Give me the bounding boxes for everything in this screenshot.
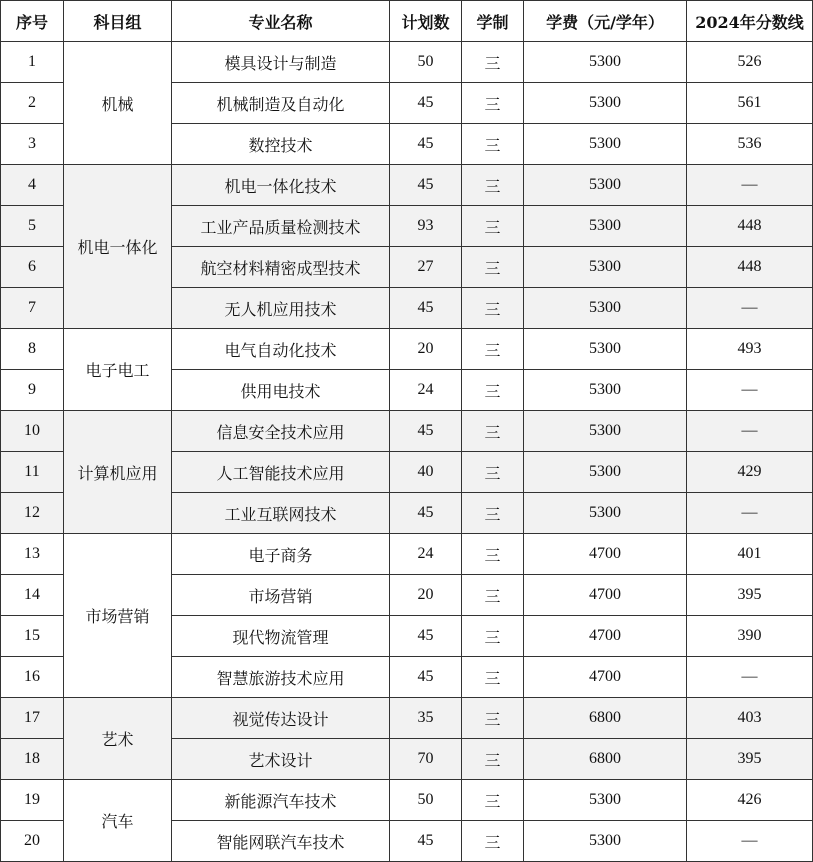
cell-fee: 4700 bbox=[524, 616, 687, 657]
cell-no: 4 bbox=[1, 165, 64, 206]
cell-plan: 45 bbox=[390, 288, 462, 329]
cell-no: 7 bbox=[1, 288, 64, 329]
table-row bbox=[1, 698, 813, 739]
cell-fee: 5300 bbox=[524, 247, 687, 288]
cell-plan: 45 bbox=[390, 165, 462, 206]
cell-score: — bbox=[687, 288, 813, 329]
cell-score: 429 bbox=[687, 452, 813, 493]
cell-plan: 40 bbox=[390, 452, 462, 493]
cell-group: 计算机应用 bbox=[64, 411, 172, 534]
header-group: 科目组 bbox=[64, 1, 172, 42]
cell-score: — bbox=[687, 165, 813, 206]
cell-plan: 24 bbox=[390, 370, 462, 411]
cell-plan: 45 bbox=[390, 821, 462, 862]
cell-score: 403 bbox=[687, 698, 813, 739]
cell-years: 三 bbox=[462, 575, 524, 616]
cell-major: 机械制造及自动化 bbox=[172, 83, 390, 124]
cell-major: 电子商务 bbox=[172, 534, 390, 575]
cell-group: 机电一体化 bbox=[64, 165, 172, 329]
cell-years: 三 bbox=[462, 739, 524, 780]
cell-years: 三 bbox=[462, 165, 524, 206]
cell-no: 11 bbox=[1, 452, 64, 493]
cell-no: 17 bbox=[1, 698, 64, 739]
cell-score: 395 bbox=[687, 575, 813, 616]
cell-fee: 4700 bbox=[524, 575, 687, 616]
table-row bbox=[1, 42, 813, 83]
cell-group: 市场营销 bbox=[64, 534, 172, 698]
cell-major: 航空材料精密成型技术 bbox=[172, 247, 390, 288]
cell-years: 三 bbox=[462, 247, 524, 288]
cell-years: 三 bbox=[462, 411, 524, 452]
cell-fee: 5300 bbox=[524, 206, 687, 247]
cell-plan: 27 bbox=[390, 247, 462, 288]
cell-group: 电子电工 bbox=[64, 329, 172, 411]
cell-group: 艺术 bbox=[64, 698, 172, 780]
cell-fee: 5300 bbox=[524, 411, 687, 452]
cell-score: 526 bbox=[687, 42, 813, 83]
cell-major: 无人机应用技术 bbox=[172, 288, 390, 329]
table-row bbox=[1, 329, 813, 370]
cell-major: 视觉传达设计 bbox=[172, 698, 390, 739]
cell-plan: 93 bbox=[390, 206, 462, 247]
cell-score: — bbox=[687, 821, 813, 862]
cell-score: 561 bbox=[687, 83, 813, 124]
cell-score: 390 bbox=[687, 616, 813, 657]
cell-no: 5 bbox=[1, 206, 64, 247]
cell-years: 三 bbox=[462, 534, 524, 575]
cell-major: 工业产品质量检测技术 bbox=[172, 206, 390, 247]
table-row bbox=[1, 534, 813, 575]
cell-no: 2 bbox=[1, 83, 64, 124]
cell-years: 三 bbox=[462, 83, 524, 124]
cell-major: 机电一体化技术 bbox=[172, 165, 390, 206]
cell-major: 模具设计与制造 bbox=[172, 42, 390, 83]
cell-score: 395 bbox=[687, 739, 813, 780]
cell-no: 9 bbox=[1, 370, 64, 411]
cell-years: 三 bbox=[462, 657, 524, 698]
cell-years: 三 bbox=[462, 329, 524, 370]
cell-no: 20 bbox=[1, 821, 64, 862]
cell-fee: 5300 bbox=[524, 452, 687, 493]
cell-no: 8 bbox=[1, 329, 64, 370]
cell-plan: 45 bbox=[390, 411, 462, 452]
cell-years: 三 bbox=[462, 206, 524, 247]
cell-major: 电气自动化技术 bbox=[172, 329, 390, 370]
cell-fee: 5300 bbox=[524, 329, 687, 370]
cell-major: 供用电技术 bbox=[172, 370, 390, 411]
cell-years: 三 bbox=[462, 42, 524, 83]
cell-major: 新能源汽车技术 bbox=[172, 780, 390, 821]
cell-major: 市场营销 bbox=[172, 575, 390, 616]
cell-fee: 5300 bbox=[524, 42, 687, 83]
cell-major: 智能网联汽车技术 bbox=[172, 821, 390, 862]
cell-fee: 5300 bbox=[524, 83, 687, 124]
header-major: 专业名称 bbox=[172, 1, 390, 42]
cell-major: 数控技术 bbox=[172, 124, 390, 165]
cell-plan: 70 bbox=[390, 739, 462, 780]
cell-no: 14 bbox=[1, 575, 64, 616]
cell-plan: 50 bbox=[390, 780, 462, 821]
header-no: 序号 bbox=[1, 1, 64, 42]
cell-plan: 45 bbox=[390, 124, 462, 165]
cell-major: 信息安全技术应用 bbox=[172, 411, 390, 452]
table-row bbox=[1, 411, 813, 452]
cell-years: 三 bbox=[462, 370, 524, 411]
cell-group: 机械 bbox=[64, 42, 172, 165]
cell-score: 493 bbox=[687, 329, 813, 370]
cell-years: 三 bbox=[462, 698, 524, 739]
cell-plan: 45 bbox=[390, 83, 462, 124]
cell-major: 现代物流管理 bbox=[172, 616, 390, 657]
cell-years: 三 bbox=[462, 780, 524, 821]
cell-score: — bbox=[687, 411, 813, 452]
cell-plan: 24 bbox=[390, 534, 462, 575]
header-row bbox=[1, 1, 813, 42]
cell-plan: 20 bbox=[390, 575, 462, 616]
cell-fee: 5300 bbox=[524, 165, 687, 206]
cell-fee: 6800 bbox=[524, 698, 687, 739]
cell-fee: 4700 bbox=[524, 657, 687, 698]
cell-no: 18 bbox=[1, 739, 64, 780]
cell-fee: 6800 bbox=[524, 739, 687, 780]
cell-years: 三 bbox=[462, 493, 524, 534]
cell-fee: 5300 bbox=[524, 821, 687, 862]
cell-major: 工业互联网技术 bbox=[172, 493, 390, 534]
cell-no: 15 bbox=[1, 616, 64, 657]
cell-plan: 45 bbox=[390, 657, 462, 698]
cell-fee: 5300 bbox=[524, 780, 687, 821]
cell-score: — bbox=[687, 657, 813, 698]
cell-years: 三 bbox=[462, 452, 524, 493]
cell-no: 12 bbox=[1, 493, 64, 534]
cell-no: 19 bbox=[1, 780, 64, 821]
cell-no: 13 bbox=[1, 534, 64, 575]
table-body bbox=[1, 42, 813, 862]
cell-years: 三 bbox=[462, 124, 524, 165]
cell-score: 448 bbox=[687, 247, 813, 288]
table-row bbox=[1, 780, 813, 821]
cell-years: 三 bbox=[462, 288, 524, 329]
cell-fee: 4700 bbox=[524, 534, 687, 575]
cell-score: 426 bbox=[687, 780, 813, 821]
cell-major: 艺术设计 bbox=[172, 739, 390, 780]
cell-plan: 45 bbox=[390, 616, 462, 657]
cell-fee: 5300 bbox=[524, 493, 687, 534]
cell-score: — bbox=[687, 370, 813, 411]
cell-fee: 5300 bbox=[524, 370, 687, 411]
header-score: 2024年分数线 bbox=[687, 1, 813, 42]
header-fee: 学费（元/学年） bbox=[524, 1, 687, 42]
cell-plan: 50 bbox=[390, 42, 462, 83]
cell-no: 3 bbox=[1, 124, 64, 165]
cell-fee: 5300 bbox=[524, 288, 687, 329]
cell-no: 10 bbox=[1, 411, 64, 452]
cell-plan: 45 bbox=[390, 493, 462, 534]
cell-plan: 35 bbox=[390, 698, 462, 739]
header-years: 学制 bbox=[462, 1, 524, 42]
cell-no: 1 bbox=[1, 42, 64, 83]
cell-no: 6 bbox=[1, 247, 64, 288]
cell-major: 智慧旅游技术应用 bbox=[172, 657, 390, 698]
cell-score: — bbox=[687, 493, 813, 534]
cell-major: 人工智能技术应用 bbox=[172, 452, 390, 493]
cell-plan: 20 bbox=[390, 329, 462, 370]
header-plan: 计划数 bbox=[390, 1, 462, 42]
cell-years: 三 bbox=[462, 821, 524, 862]
cell-no: 16 bbox=[1, 657, 64, 698]
cell-group: 汽车 bbox=[64, 780, 172, 862]
cell-score: 401 bbox=[687, 534, 813, 575]
cell-fee: 5300 bbox=[524, 124, 687, 165]
cell-score: 536 bbox=[687, 124, 813, 165]
table-row bbox=[1, 165, 813, 206]
cell-score: 448 bbox=[687, 206, 813, 247]
cell-years: 三 bbox=[462, 616, 524, 657]
